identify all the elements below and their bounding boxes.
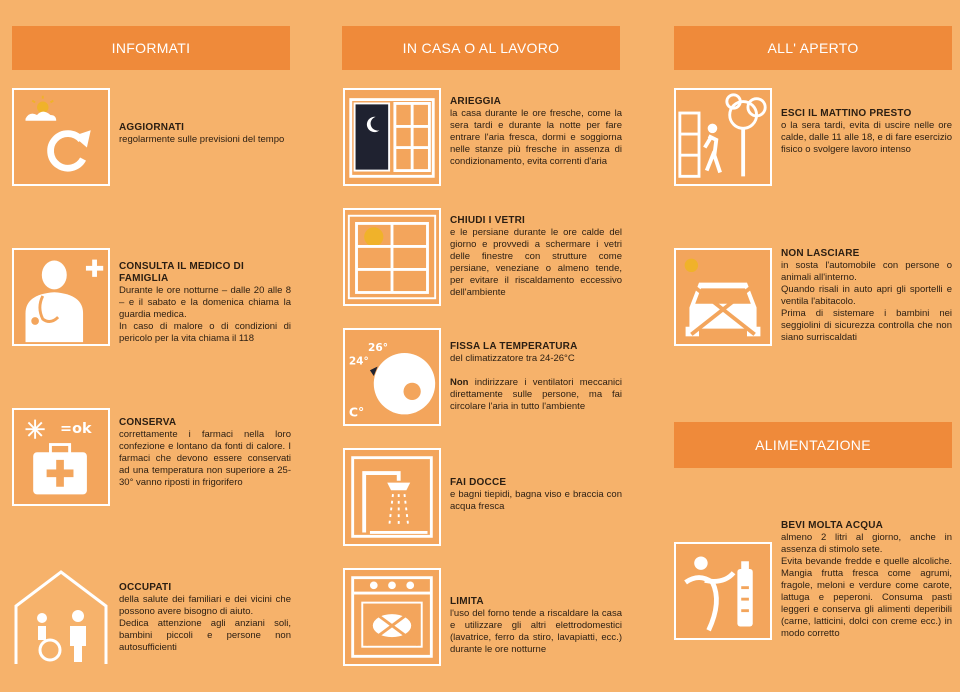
item-esci: [781, 108, 952, 156]
item-title: ESCI IL MATTINO PRESTO: [781, 108, 912, 119]
item-text: in sosta l'automobile con persone o animali all'interno.: [781, 260, 952, 283]
item-docce: [450, 477, 622, 513]
header-alimentazione: ALIMENTAZIONE: [674, 422, 952, 468]
item-occupati: [119, 582, 291, 654]
item-title: ARIEGGIA: [450, 96, 502, 107]
medicine-box-icon: [12, 408, 110, 506]
ok-text: =ok: [60, 421, 92, 438]
item-title: AGGIORNATI: [119, 122, 185, 133]
item-title: FISSA LA TEMPERATURA: [450, 341, 578, 352]
item-text: [450, 377, 622, 413]
sun-refresh-icon: [12, 88, 110, 186]
item-title: CONSERVA: [119, 417, 177, 428]
item-bevi: [781, 520, 952, 640]
item-text: correttamente i farmaci nella loro confezione e lontano da fonti di calore. I farmaci che devono essere conservati ad una temperatura non superiore a 25-30° vanno riposti in frigorifero: [119, 429, 291, 488]
item-title: NON LASCIARE: [781, 248, 860, 259]
item-non-lasciare: [781, 248, 952, 344]
item-text: In caso di malore o di condizioni di pericolo per la vita chiama il 118: [119, 321, 291, 344]
item-text: Prima di sistemare i bambini nei seggiolini di sicurezza controlla che non siano surriscaldati: [781, 308, 952, 343]
item-text: l'uso del forno tende a riscaldare la casa e utilizzare gli altri elettrodomestici (lavatrice, ferro da stiro, lavapiatti, ecc.) durante le ore notturne: [450, 608, 622, 655]
item-text: Dedica attenzione agli anziani soli, bambini piccoli e persone non autosufficienti: [119, 618, 291, 653]
item-text: Quando risali in auto apri gli sportelli e ventila l'abitacolo.: [781, 284, 952, 307]
header-all-aperto: ALL' APERTO: [674, 26, 952, 70]
celsius: C°: [348, 404, 365, 420]
item-text: del climatizzatore tra 24-26°C: [450, 353, 575, 364]
item-text: e le persiane durante le ore calde del giorno e provvedi a schermare i vetri delle finestre con strutture come persiane, veneziane o almeno tende, per evitare il riscaldamento eccessivo dell'ambiente: [450, 227, 622, 298]
item-limita: [450, 596, 622, 656]
header-informati: INFORMATI: [12, 26, 290, 70]
note-bold: Non: [450, 377, 469, 388]
item-title: FAI DOCCE: [450, 477, 507, 488]
item-text: e bagni tiepidi, bagna viso e braccia con acqua fresca: [450, 489, 622, 512]
item-conserva: [119, 417, 291, 489]
item-arieggia: [450, 96, 622, 168]
item-text: la casa durante le ore fresche, come la sera tardi e durante la notte per fare entrare l'aria fresca, dormi e soggiorna nelle stanze più fresche in assenza di condizionamento, evita correnti d'aria: [450, 108, 622, 167]
header-in-casa: IN CASA O AL LAVORO: [342, 26, 620, 70]
item-text: almeno 2 litri al giorno, anche in assenza di stimolo sete.: [781, 532, 952, 555]
item-text: Durante le ore notturne – dalle 20 alle 8 – e il sabato e la domenica chiama la guardia medica.: [119, 285, 291, 320]
car-icon: [674, 248, 772, 346]
window-walk-icon: [674, 88, 772, 186]
item-fissa: [450, 341, 622, 413]
drink-icon: [674, 542, 772, 640]
item-chiudi: [450, 215, 622, 299]
item-consulta: [119, 261, 291, 345]
temp-24: 24°: [348, 355, 369, 368]
item-title: OCCUPATI: [119, 582, 172, 593]
family-house-icon: [12, 568, 110, 666]
item-text: o la sera tardi, evita di uscire nelle ore calde, dalle 11 alle 18, e di fare esercizio fisico o svolgere lavoro intenso: [781, 120, 952, 155]
note-text: indirizzare i ventilatori meccanici direttamente sulle persone, ma fai circolare l'aria in tutto l'ambiente: [450, 377, 622, 412]
item-title: BEVI MOLTA ACQUA: [781, 520, 884, 531]
doctor-icon: [12, 248, 110, 346]
window-closed-icon: [343, 208, 441, 306]
item-text: Evita bevande fredde e quelle alcoliche. Mangia frutta fresca come agrumi, fragole, meloni e verdure come carote, lattuga e peperoni. Consuma pasti leggeri e conserva gli alimenti deperibili (carne, latticini, dolci con creme ecc.) in modo corretto: [781, 556, 952, 639]
item-title: CONSULTA IL MEDICO DI FAMIGLIA: [119, 261, 244, 284]
shower-icon: [343, 448, 441, 546]
temp-26: 26°: [368, 342, 388, 355]
item-text: regolarmente sulle previsioni del tempo: [119, 134, 285, 145]
item-title: CHIUDI I VETRI: [450, 215, 526, 226]
item-text: della salute dei familiari e dei vicini che possono avere bisogno di aiuto.: [119, 594, 291, 617]
thermostat-hand-icon: [343, 328, 441, 426]
oven-icon: [343, 568, 441, 666]
item-aggiornati: [119, 122, 291, 146]
window-night-icon: [343, 88, 441, 186]
item-title: LIMITA: [450, 596, 484, 607]
